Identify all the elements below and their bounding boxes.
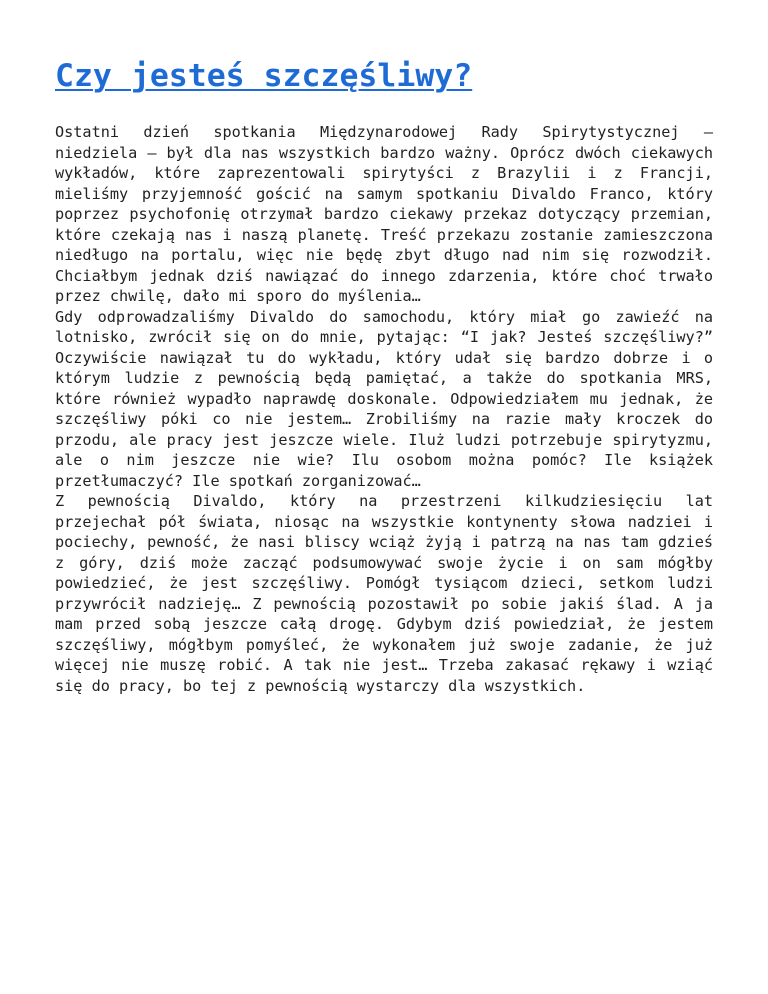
article-paragraph-2: Gdy odprowadzaliśmy Divaldo do samochodu, który miał go zawieźć na lotnisko, zwrócił się on do mnie, pytając: “I jak? Jesteś szczęśliwy?” Oczywiście nawiązał tu do wykładu, który udał się bardzo dobrze i o którym ludzie z pewnością będą pamiętać, a także do spotkania MRS, które również wypadło naprawdę doskonale. Odpowiedziałem mu jednak, że szczęśliwy póki co nie jestem… Zrobiliśmy na razie mały kroczek do przodu, ale pracy jest jeszcze wiele. Iluż ludzi potrzebuje spirytyzmu, ale o nim jeszcze nie wie? Ilu osobom można pomóc? Ile książek przetłumaczyć? Ile spotkań zorganizować… bbox=[55, 307, 713, 490]
article bbox=[55, 54, 713, 696]
article-paragraph-3: Z pewnością Divaldo, który na przestrzeni kilkudziesięciu lat przejechał pół świata, niosąc na wszystkie kontynenty słowa nadziei i pociechy, pewność, że nasi bliscy wciąż żyją i patrzą na nas tam gdzieś z góry, dziś może zacząć podsumowywać swoje życie i on sam mógłby powiedzieć, że jest szczęśliwy. Pomógł tysiącom dzieci, setkom ludzi przywrócił nadzieję… Z pewnością pozostawił po sobie jakiś ślad. A ja mam przed sobą jeszcze całą drogę. Gdybym dziś powiedział, że jestem szczęśliwy, mógłbym pomyśleć, że wykonałem już swoje zadanie, że już więcej nie muszę robić. A tak nie jest… Trzeba zakasać rękawy i wziąć się do pracy, bo tej z pewnością wystarczy dla wszystkich. bbox=[55, 492, 713, 695]
article-paragraph-1: Ostatni dzień spotkania Międzynarodowej Rady Spirytystycznej – niedziela – był dla nas wszystkich bardzo ważny. Oprócz dwóch ciekawych wykładów, które zaprezentowali spirytyści z Brazylii i z Francji, mieliśmy przyjemność gościć na samym spotkaniu Divaldo Franco, który poprzez psychofonię otrzymał bardzo ciekawy przekaz dotyczący przemian, które czekają nas i naszą planetę. Treść przekazu zostanie zamieszczona niedługo na portalu, więc nie będę zbyt długo nad nim się rozwodził. Chciałbym jednak dziś nawiązać do innego zdarzenia, które choć trwało przez chwilę, dało mi sporo do myślenia… bbox=[55, 123, 713, 305]
article-body bbox=[55, 122, 713, 696]
article-title-link[interactable]: Czy jesteś szczęśliwy? bbox=[55, 58, 473, 94]
